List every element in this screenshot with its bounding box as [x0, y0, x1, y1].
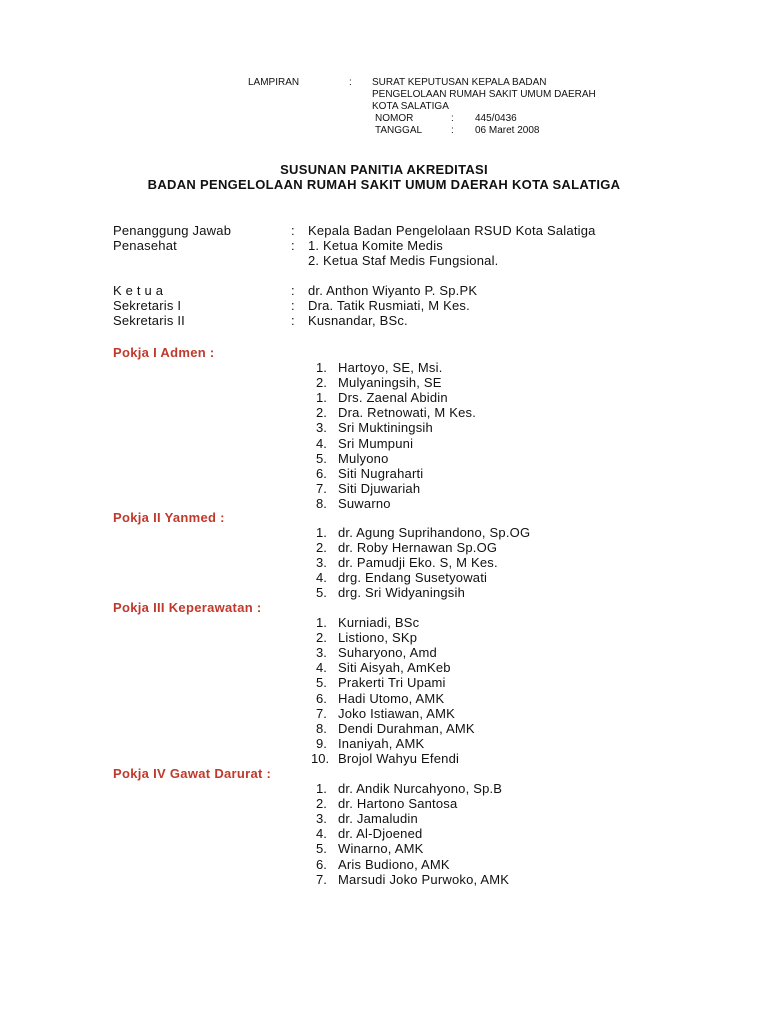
member-number: 4. — [316, 660, 327, 676]
penasehat-colon: : — [291, 238, 295, 253]
member-number: 2. — [316, 796, 327, 812]
member-number: 2. — [316, 630, 327, 646]
member-name: dr. Andik Nurcahyono, Sp.B — [338, 781, 503, 796]
member-number: 9. — [316, 735, 327, 751]
member-name: Mulyaningsih, SE — [338, 375, 442, 391]
member-number: 7. — [316, 480, 327, 496]
ketua-label: K e t u a — [113, 283, 164, 298]
member-number: 5. — [316, 585, 327, 601]
ketua-colon: : — [291, 283, 295, 298]
member-number: 4. — [316, 826, 327, 842]
member-name: dr. Pamudji Eko. S, M Kes. — [338, 555, 498, 571]
sekretaris-1-value: Dra. Tatik Rusmiati, M Kes. — [308, 298, 470, 313]
member-number: 1. — [316, 525, 327, 540]
ketua-value: dr. Anthon Wiyanto P. Sp.PK — [308, 283, 478, 298]
nomor-colon: : — [451, 113, 454, 124]
member-name: Brojol Wahyu Efendi — [338, 750, 460, 766]
member-name: dr. Agung Suprihandono, Sp.OG — [338, 525, 531, 540]
lampiran-line-2: PENGELOLAAN RUMAH SAKIT UMUM DAERAH — [372, 89, 596, 100]
sekretaris-2-value: Kusnandar, BSc. — [308, 313, 408, 328]
member-name: Joko Istiawan, AMK — [338, 705, 456, 721]
member-number: 6. — [316, 690, 327, 706]
member-name: Siti Djuwariah — [338, 480, 421, 496]
member-name: Suwarno — [338, 495, 391, 511]
document-subtitle: BADAN PENGELOLAAN RUMAH SAKIT UMUM DAERAH KOTA SALATIGA — [147, 177, 621, 192]
member-number: 3. — [316, 645, 327, 661]
lampiran-line-1: SURAT KEPUTUSAN KEPALA BADAN — [372, 77, 547, 88]
lampiran-line-3: KOTA SALATIGA — [372, 101, 449, 112]
member-number: 1. — [316, 615, 327, 630]
member-name: Inaniyah, AMK — [338, 735, 425, 751]
member-number: 4. — [316, 435, 327, 451]
lampiran-colon: : — [349, 77, 352, 88]
member-name: Hadi Utomo, AMK — [338, 690, 445, 706]
member-number: 2. — [316, 540, 327, 556]
member-number: 1. — [316, 360, 327, 375]
member-name: Drs. Zaenal Abidin — [338, 390, 448, 406]
member-name: Suharyono, Amd — [338, 645, 437, 661]
document-title: SUSUNAN PANITIA AKREDITASI — [280, 162, 488, 177]
tanggal-colon: : — [451, 125, 454, 136]
pokja-title: Pokja I Admen : — [113, 345, 215, 360]
lampiran-label: LAMPIRAN — [248, 77, 300, 88]
member-number: 8. — [316, 720, 327, 736]
pokja-title: Pokja III Keperawatan : — [113, 600, 262, 615]
member-name: dr. Jamaludin — [338, 811, 418, 827]
penanggung-jawab-label: Penanggung Jawab — [113, 223, 232, 238]
member-number: 7. — [316, 705, 327, 721]
sekretaris-2-colon: : — [291, 313, 295, 328]
tanggal-value: 06 Maret 2008 — [475, 125, 540, 136]
member-number: 2. — [316, 405, 327, 421]
member-number: 1. — [316, 390, 327, 406]
tanggal-label: TANGGAL — [375, 125, 423, 136]
member-name: Aris Budiono, AMK — [338, 856, 450, 872]
member-name: drg. Endang Susetyowati — [338, 570, 488, 586]
penanggung-jawab-colon: : — [291, 223, 295, 238]
member-name: dr. Roby Hernawan Sp.OG — [338, 540, 498, 556]
member-name: Siti Nugraharti — [338, 465, 424, 481]
member-number: 3. — [316, 555, 327, 571]
member-number: 8. — [316, 495, 327, 511]
pokja-title: Pokja IV Gawat Darurat : — [113, 766, 272, 781]
member-name: Listiono, SKp — [338, 630, 418, 646]
member-name: drg. Sri Widyaningsih — [338, 585, 466, 601]
member-number: 2. — [316, 375, 327, 391]
nomor-value: 445/0436 — [475, 113, 517, 124]
member-number: 3. — [316, 811, 327, 827]
member-number: 5. — [316, 450, 327, 466]
member-number: 6. — [316, 856, 327, 872]
member-number: 10. — [311, 750, 330, 766]
penasehat-label: Penasehat — [113, 238, 177, 253]
member-name: Marsudi Joko Purwoko, AMK — [338, 871, 510, 887]
member-name: Dra. Retnowati, M Kes. — [338, 405, 477, 421]
member-name: dr. Hartono Santosa — [338, 796, 458, 812]
member-name: Winarno, AMK — [338, 841, 424, 857]
member-name: Sri Muktiningsih — [338, 420, 433, 436]
member-number: 5. — [316, 675, 327, 691]
member-number: 6. — [316, 465, 327, 481]
member-number: 3. — [316, 420, 327, 436]
sekretaris-1-colon: : — [291, 298, 295, 313]
member-number: 7. — [316, 871, 327, 887]
member-name: Mulyono — [338, 450, 389, 466]
member-name: Prakerti Tri Upami — [338, 675, 446, 691]
pokja-title: Pokja II Yanmed : — [113, 510, 225, 525]
member-name: Siti Aisyah, AmKeb — [338, 660, 451, 676]
penasehat-item-2: 2. Ketua Staf Medis Fungsional. — [308, 253, 499, 268]
member-number: 1. — [316, 781, 327, 796]
member-number: 5. — [316, 841, 327, 857]
member-name: dr. Al-Djoened — [338, 826, 423, 842]
member-name: Sri Mumpuni — [338, 435, 414, 451]
member-number: 4. — [316, 570, 327, 586]
penasehat-item-1: 1. Ketua Komite Medis — [308, 238, 443, 253]
sekretaris-2-label: Sekretaris II — [113, 313, 185, 328]
member-name: Dendi Durahman, AMK — [338, 720, 475, 736]
member-name: Hartoyo, SE, Msi. — [338, 360, 443, 375]
member-name: Kurniadi, BSc — [338, 615, 420, 630]
penanggung-jawab-value: Kepala Badan Pengelolaan RSUD Kota Salatiga — [308, 223, 596, 238]
sekretaris-1-label: Sekretaris I — [113, 298, 182, 313]
nomor-label: NOMOR — [375, 113, 414, 124]
